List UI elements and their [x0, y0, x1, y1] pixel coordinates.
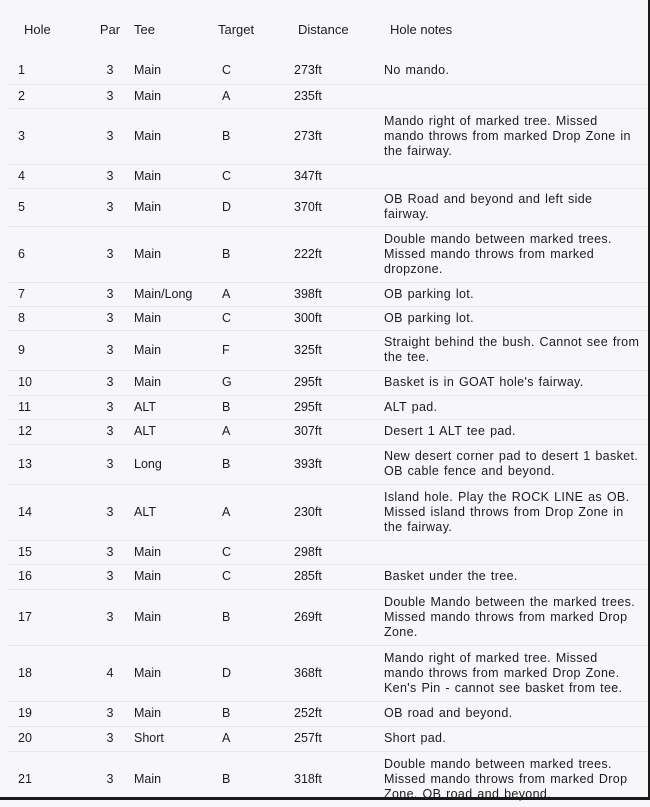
cell-par: 3 [106, 771, 114, 786]
cell-target: A [222, 731, 231, 745]
cell-tee: Main [134, 63, 162, 78]
cell-distance: 285ft [294, 569, 322, 583]
cell-tee: Main [134, 544, 162, 559]
hole-notes-text: Double mando between marked trees. Missed mando throws from marked Drop Zone. OB road and beyond. [384, 756, 628, 801]
cell-tee: Main [134, 168, 162, 183]
cell-hole: 8 [18, 310, 25, 325]
cell-distance: 307ft [294, 424, 322, 438]
cell-target: G [222, 375, 232, 389]
hole-notes-text: Basket under the tree. [384, 569, 518, 583]
hole-notes-text: Straight behind the bush. Cannot see from the tee. [384, 335, 640, 364]
cell-distance: 300ft [294, 310, 322, 325]
cell-par: 3 [106, 310, 114, 325]
hole-notes-text: ALT pad. [384, 399, 438, 414]
cell-target: F [222, 342, 230, 357]
cell-tee: Main [134, 128, 162, 143]
cell-distance: 295ft [294, 399, 322, 414]
cell-distance: 298ft [294, 544, 322, 559]
hole-notes-text: Island hole. Play the ROCK LINE as OB. Missed island throws from Drop Zone in the fairway. [384, 489, 630, 534]
cell-target: B [222, 771, 231, 786]
header-par: Par [99, 21, 121, 37]
cell-tee: Main [134, 246, 162, 261]
cell-target: A [222, 286, 231, 301]
hole-notes-text: Mando right of marked tree. Missed mando throws from marked Drop Zone. Ken's Pin - cannot see basket from tee. [384, 650, 623, 695]
cell-par: 3 [106, 128, 114, 143]
cell-hole: 10 [18, 375, 32, 389]
cell-target: C [222, 569, 232, 583]
cell-distance: 370ft [294, 199, 322, 214]
cell-target: D [222, 665, 232, 680]
cell-target: A [222, 504, 231, 519]
cell-distance: 273ft [294, 128, 322, 143]
cell-par: 4 [106, 665, 114, 680]
hole-notes-text: Short pad. [384, 731, 447, 745]
cell-hole: 17 [18, 609, 32, 624]
header-tee: Tee [134, 21, 155, 37]
cell-tee: Main [134, 771, 162, 786]
cell-hole: 21 [18, 771, 32, 786]
cell-par: 3 [106, 246, 114, 261]
cell-par: 3 [106, 375, 114, 389]
cell-tee: ALT [134, 504, 156, 519]
cell-hole: 1 [18, 63, 25, 78]
cell-par: 3 [106, 399, 114, 414]
cell-hole: 19 [18, 706, 32, 720]
cell-hole: 20 [18, 731, 32, 745]
header-target: Target [218, 21, 255, 37]
cell-par: 3 [106, 456, 114, 471]
cell-par: 3 [106, 424, 114, 438]
cell-tee: Main [134, 375, 162, 389]
cell-distance: 235ft [294, 88, 322, 103]
cell-target: D [222, 199, 232, 214]
cell-hole: 9 [18, 342, 25, 357]
header-distance: Distance [298, 21, 349, 37]
cell-target: C [222, 168, 232, 183]
cell-distance: 398ft [294, 286, 322, 301]
cell-hole: 6 [18, 246, 25, 261]
cell-par: 3 [106, 342, 114, 357]
cell-distance: 252ft [294, 706, 322, 720]
cell-hole: 18 [18, 665, 32, 680]
hole-notes-text: No mando. [384, 63, 450, 78]
cell-distance: 269ft [294, 609, 322, 624]
cell-hole: 13 [18, 456, 32, 471]
cell-par: 3 [106, 569, 114, 583]
cell-target: A [222, 424, 231, 438]
cell-hole: 5 [18, 199, 25, 214]
cell-hole: 2 [18, 88, 25, 103]
hole-notes-text: Mando right of marked tree. Missed mando throws from marked Drop Zone in the fairway. [384, 113, 631, 158]
cell-distance: 347ft [294, 168, 322, 183]
cell-target: B [222, 456, 231, 471]
cell-target: C [222, 544, 232, 559]
hole-notes-text: New desert corner pad to desert 1 basket. OB cable fence and beyond. [384, 449, 639, 478]
cell-distance: 222ft [294, 246, 322, 261]
hole-notes-text: Double mando between marked trees. Missed mando throws from marked dropzone. [384, 231, 612, 276]
cell-tee: Main [134, 609, 162, 624]
cell-hole: 12 [18, 424, 32, 438]
cell-target: B [222, 246, 231, 261]
hole-notes-text: Double Mando between the marked trees. Missed mando throws from marked Drop Zone. [384, 594, 636, 639]
cell-par: 3 [106, 63, 114, 78]
cell-distance: 230ft [294, 504, 322, 519]
cell-par: 3 [106, 706, 114, 720]
cell-tee: Main [134, 88, 162, 103]
cell-distance: 257ft [294, 731, 322, 745]
cell-tee: Long [134, 456, 162, 471]
cell-par: 3 [106, 609, 114, 624]
cell-par: 3 [106, 168, 114, 183]
cell-par: 3 [106, 199, 114, 214]
hole-notes-text: OB road and beyond. [384, 706, 513, 720]
cell-target: A [222, 88, 231, 103]
cell-tee: Main [134, 569, 162, 583]
cell-tee: Main [134, 706, 162, 720]
cell-tee: Main [134, 342, 162, 357]
cell-hole: 14 [18, 504, 32, 519]
cell-distance: 318ft [294, 771, 322, 786]
cell-par: 3 [106, 286, 114, 301]
cell-distance: 368ft [294, 665, 322, 680]
cell-par: 3 [106, 504, 114, 519]
cell-tee: ALT [134, 424, 156, 438]
cell-par: 3 [106, 544, 114, 559]
hole-notes-text: Basket is in GOAT hole's fairway. [384, 375, 584, 389]
cell-distance: 273ft [294, 63, 322, 78]
cell-distance: 393ft [294, 456, 322, 471]
cell-hole: 16 [18, 569, 32, 583]
cell-target: B [222, 609, 231, 624]
cell-target: C [222, 63, 232, 78]
hole-notes-text: OB parking lot. [384, 310, 474, 325]
cell-tee: ALT [134, 399, 156, 414]
cell-hole: 3 [18, 128, 25, 143]
cell-hole: 7 [18, 286, 25, 301]
cell-tee: Main/Long [134, 286, 193, 301]
hole-notes-text: OB Road and beyond and left side fairway. [384, 192, 593, 221]
cell-distance: 325ft [294, 342, 322, 357]
hole-notes-text: Desert 1 ALT tee pad. [384, 424, 516, 438]
cell-distance: 295ft [294, 375, 322, 389]
cell-tee: Main [134, 310, 162, 325]
cell-hole: 15 [18, 544, 32, 559]
hole-notes-text: OB parking lot. [384, 286, 474, 301]
cell-tee: Main [134, 199, 162, 214]
cell-target: B [222, 399, 231, 414]
cell-tee: Short [134, 731, 164, 745]
cell-target: B [222, 128, 231, 143]
cell-target: C [222, 310, 232, 325]
header-notes: Hole notes [390, 21, 453, 37]
cell-par: 3 [106, 731, 114, 745]
cell-tee: Main [134, 665, 162, 680]
cell-hole: 4 [18, 168, 25, 183]
cell-par: 3 [106, 88, 114, 103]
cell-hole: 11 [18, 399, 31, 414]
cell-target: B [222, 706, 231, 720]
header-hole: Hole [24, 21, 51, 37]
